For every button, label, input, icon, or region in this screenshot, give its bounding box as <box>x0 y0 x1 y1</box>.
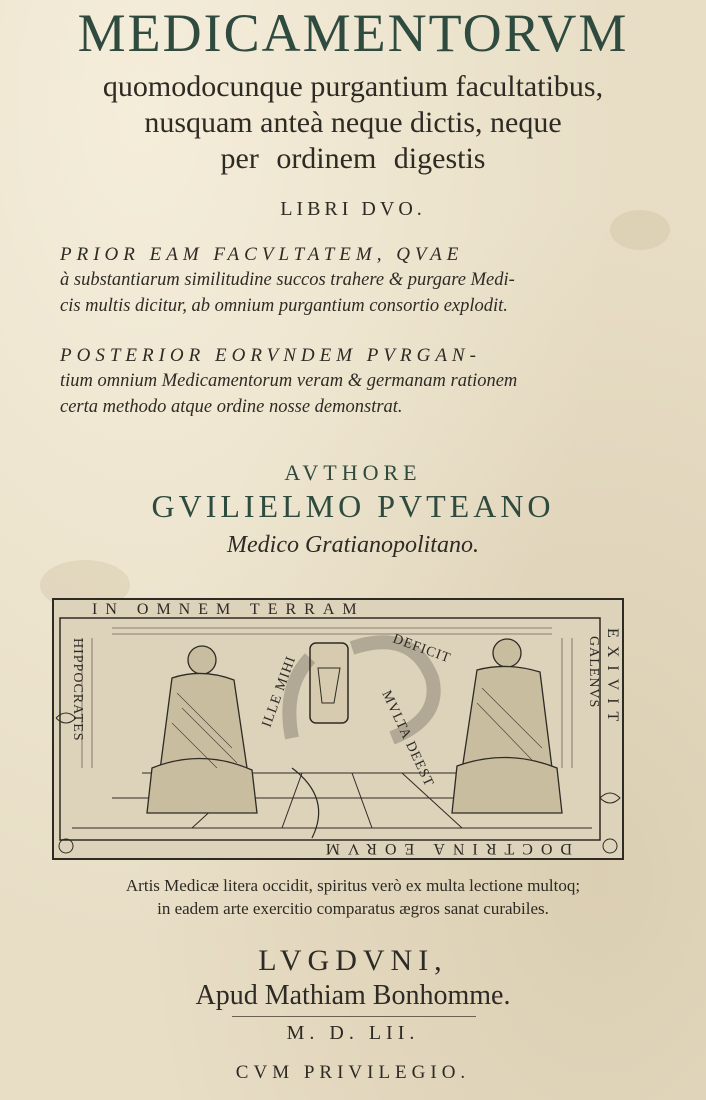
author-role: Medico Gratianopolitano. <box>227 532 479 558</box>
privilege-statement: CVM PRIVILEGIO. <box>235 1062 471 1083</box>
author-label: AVTHORE <box>284 460 422 485</box>
book-title: MEDICAMENTORVM <box>77 3 629 63</box>
woodcut-illustration <box>52 598 624 860</box>
scroll-text-left: ILLE MIHI <box>259 654 300 730</box>
border-bottom-text: DOCTRINA EORVM <box>317 840 572 857</box>
imprint-year: M. D. LII. <box>286 1022 420 1044</box>
hippocrates-label: HIPPOCRATES <box>70 638 85 742</box>
border-top-text: IN OMNEM TERRAM <box>92 601 365 618</box>
posterior-text-1: tium omnium Medicamentorum veram & germanam rationem <box>60 371 518 391</box>
posterior-text-2: certa methodo atque ordine nosse demonstrat. <box>60 397 403 417</box>
title-line-2: nusquam anteà neque dictis, neque <box>144 106 562 139</box>
motto-line-1: Artis Medicæ litera occidit, spiritus verò ex multa lectione multoq; <box>125 876 581 895</box>
prior-heading: PRIOR EAM FACVLTATEM, QVAE <box>60 244 464 265</box>
libri-duo: LIBRI DVO. <box>280 198 426 220</box>
imprint-printer: Apud Mathiam Bonhomme. <box>195 980 511 1011</box>
prior-text-1: à substantiarum similitudine succos trahere & purgare Medi- <box>60 270 515 290</box>
scroll-text-right: MVLTA DEEST <box>378 688 437 790</box>
posterior-heading: POSTERIOR EORVNDEM PVRGAN- <box>60 345 481 366</box>
scroll-text-mid: DEFICIT <box>390 631 453 667</box>
divider-rule <box>232 1016 476 1017</box>
title-line-3: per ordinem digestis <box>220 142 486 175</box>
imprint-city: LVGDVNI, <box>258 944 448 977</box>
prior-text-2: cis multis dicitur, ab omnium purgantium consortio explodit. <box>60 296 508 316</box>
galenus-label: GALENVS <box>586 636 601 709</box>
border-right-text: EXIVIT <box>604 628 621 730</box>
author-name: GVILIELMO PVTEANO <box>151 488 555 524</box>
title-line-1: quomodocunque purgantium facultatibus, <box>102 70 604 103</box>
motto-line-2: in eadem arte exercitio comparatus ægros sanat curabiles. <box>157 899 549 918</box>
